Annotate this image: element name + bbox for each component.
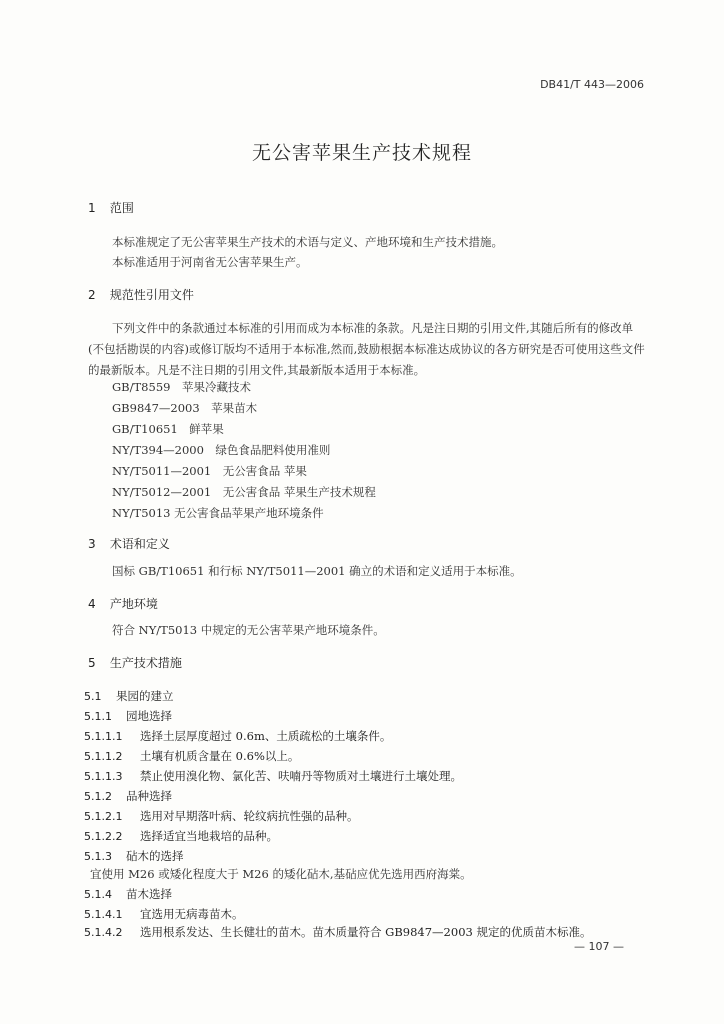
subsection-5-1-1-2	[84, 748, 299, 764]
subsection-5-1-2	[84, 788, 172, 804]
section-number: 1	[88, 201, 96, 215]
subsection-text: 选择土层厚度超过 0.6m、土质疏松的土壤条件。	[140, 729, 392, 743]
subsection-5-1-4-1	[84, 906, 244, 922]
document-title: 无公害苹果生产技术规程	[251, 142, 472, 164]
section-4-heading	[88, 595, 158, 612]
subsection-5-1-1	[84, 708, 172, 724]
subsection-number: 5.1.1.1	[84, 730, 123, 743]
reference-item: NY/T5013 无公害食品苹果产地环境条件	[112, 506, 324, 520]
section-title: 产地环境	[109, 597, 158, 611]
subsection-text: 土壤有机质含量在 0.6%以上。	[140, 749, 300, 763]
subsection-text: 选择适宜当地栽培的品种。	[140, 829, 278, 843]
subsection-text: 苗木选择	[126, 887, 172, 901]
subsection-text: 宜选用无病毒苗木。	[140, 907, 244, 921]
reference-item: GB/T10651 鲜苹果	[112, 422, 224, 436]
subsection-number: 5.1.1.3	[84, 770, 123, 783]
section-title: 范围	[109, 201, 134, 215]
paragraph-text: 本标准规定了无公害苹果生产技术的术语与定义、产地环境和生产技术措施。	[112, 235, 503, 249]
section-number: 4	[88, 597, 96, 611]
subsection-number: 5.1.1.2	[84, 750, 123, 763]
subsection-number: 5.1.2	[84, 790, 112, 803]
paragraph-text: 国标 GB/T10651 和行标 NY/T5011—2001 确立的术语和定义适用于本标准。	[112, 564, 522, 578]
section-1-paragraph-1	[88, 232, 648, 253]
section-1-paragraph-2	[88, 252, 648, 273]
subsection-number: 5.1.2.1	[84, 810, 123, 823]
section-2-paragraph-1	[88, 318, 648, 381]
rootstock-paragraph: 宜使用 M26 或矮化程度大于 M26 的矮化砧木,基砧应优先选用西府海棠。	[90, 867, 472, 881]
subsection-number: 5.1	[84, 690, 102, 703]
subsection-5-1-4	[84, 886, 172, 902]
subsection-number: 5.1.3	[84, 850, 112, 863]
subsection-5-1	[84, 688, 174, 704]
subsection-text: 选用根系发达、生长健壮的苗木。苗木质量符合 GB9847—2003 规定的优质苗木标准。	[140, 925, 592, 939]
reference-item: GB/T8559 苹果冷藏技术	[112, 380, 251, 394]
reference-item: NY/T394—2000 绿色食品肥料使用准则	[112, 443, 331, 457]
subsection-number: 5.1.4.2	[84, 926, 123, 939]
section-5-heading	[88, 654, 182, 671]
subsection-text: 果园的建立	[116, 689, 174, 703]
paragraph-text: 下列文件中的条款通过本标准的引用而成为本标准的条款。凡是注日期的引用文件,其随后所有的修改单(不包括勘误的内容)或修订版均不适用于本标准,然而,鼓励根据本标准达成协议的各方研究是否可使用这些文件的最新版本。凡是不注日期的引用文件,其最新版本适用于本标准。	[88, 321, 645, 377]
subsection-number: 5.1.4	[84, 888, 112, 901]
reference-item: GB9847—2003 苹果苗木	[112, 401, 258, 415]
section-4-paragraph-1	[88, 620, 648, 641]
subsection-5-1-2-2	[84, 828, 278, 844]
section-number: 3	[88, 537, 96, 551]
subsection-text: 选用对早期落叶病、轮纹病抗性强的品种。	[140, 809, 359, 823]
section-3-heading	[88, 535, 170, 552]
section-number: 5	[88, 656, 96, 670]
subsection-number: 5.1.1	[84, 710, 112, 723]
standard-code: DB41/T 443—2006	[540, 78, 644, 91]
subsection-5-1-1-3	[84, 768, 462, 784]
subsection-text: 园地选择	[126, 709, 172, 723]
section-title: 生产技术措施	[109, 656, 182, 670]
paragraph-text: 符合 NY/T5013 中规定的无公害苹果产地环境条件。	[112, 623, 385, 637]
page-number: — 107 —	[574, 940, 624, 953]
subsection-text: 品种选择	[126, 789, 172, 803]
section-3-paragraph-1	[88, 561, 648, 582]
reference-item: NY/T5011—2001 无公害食品 苹果	[112, 464, 307, 478]
subsection-5-1-4-2	[84, 924, 591, 940]
subsection-5-1-1-1	[84, 728, 391, 744]
subsection-number: 5.1.4.1	[84, 908, 123, 921]
section-number: 2	[88, 288, 96, 302]
subsection-text: 禁止使用溴化物、氯化苦、呋喃丹等物质对土壤进行土壤处理。	[140, 769, 462, 783]
paragraph-text: 本标准适用于河南省无公害苹果生产。	[112, 255, 308, 269]
reference-item: NY/T5012—2001 无公害食品 苹果生产技术规程	[112, 485, 376, 499]
section-title: 规范性引用文件	[109, 288, 194, 302]
subsection-5-1-2-1	[84, 808, 359, 824]
subsection-number: 5.1.2.2	[84, 830, 123, 843]
section-2-heading	[88, 286, 194, 303]
section-1-heading	[88, 199, 134, 216]
subsection-5-1-3	[84, 848, 184, 864]
section-title: 术语和定义	[109, 537, 170, 551]
subsection-text: 砧木的选择	[126, 849, 184, 863]
